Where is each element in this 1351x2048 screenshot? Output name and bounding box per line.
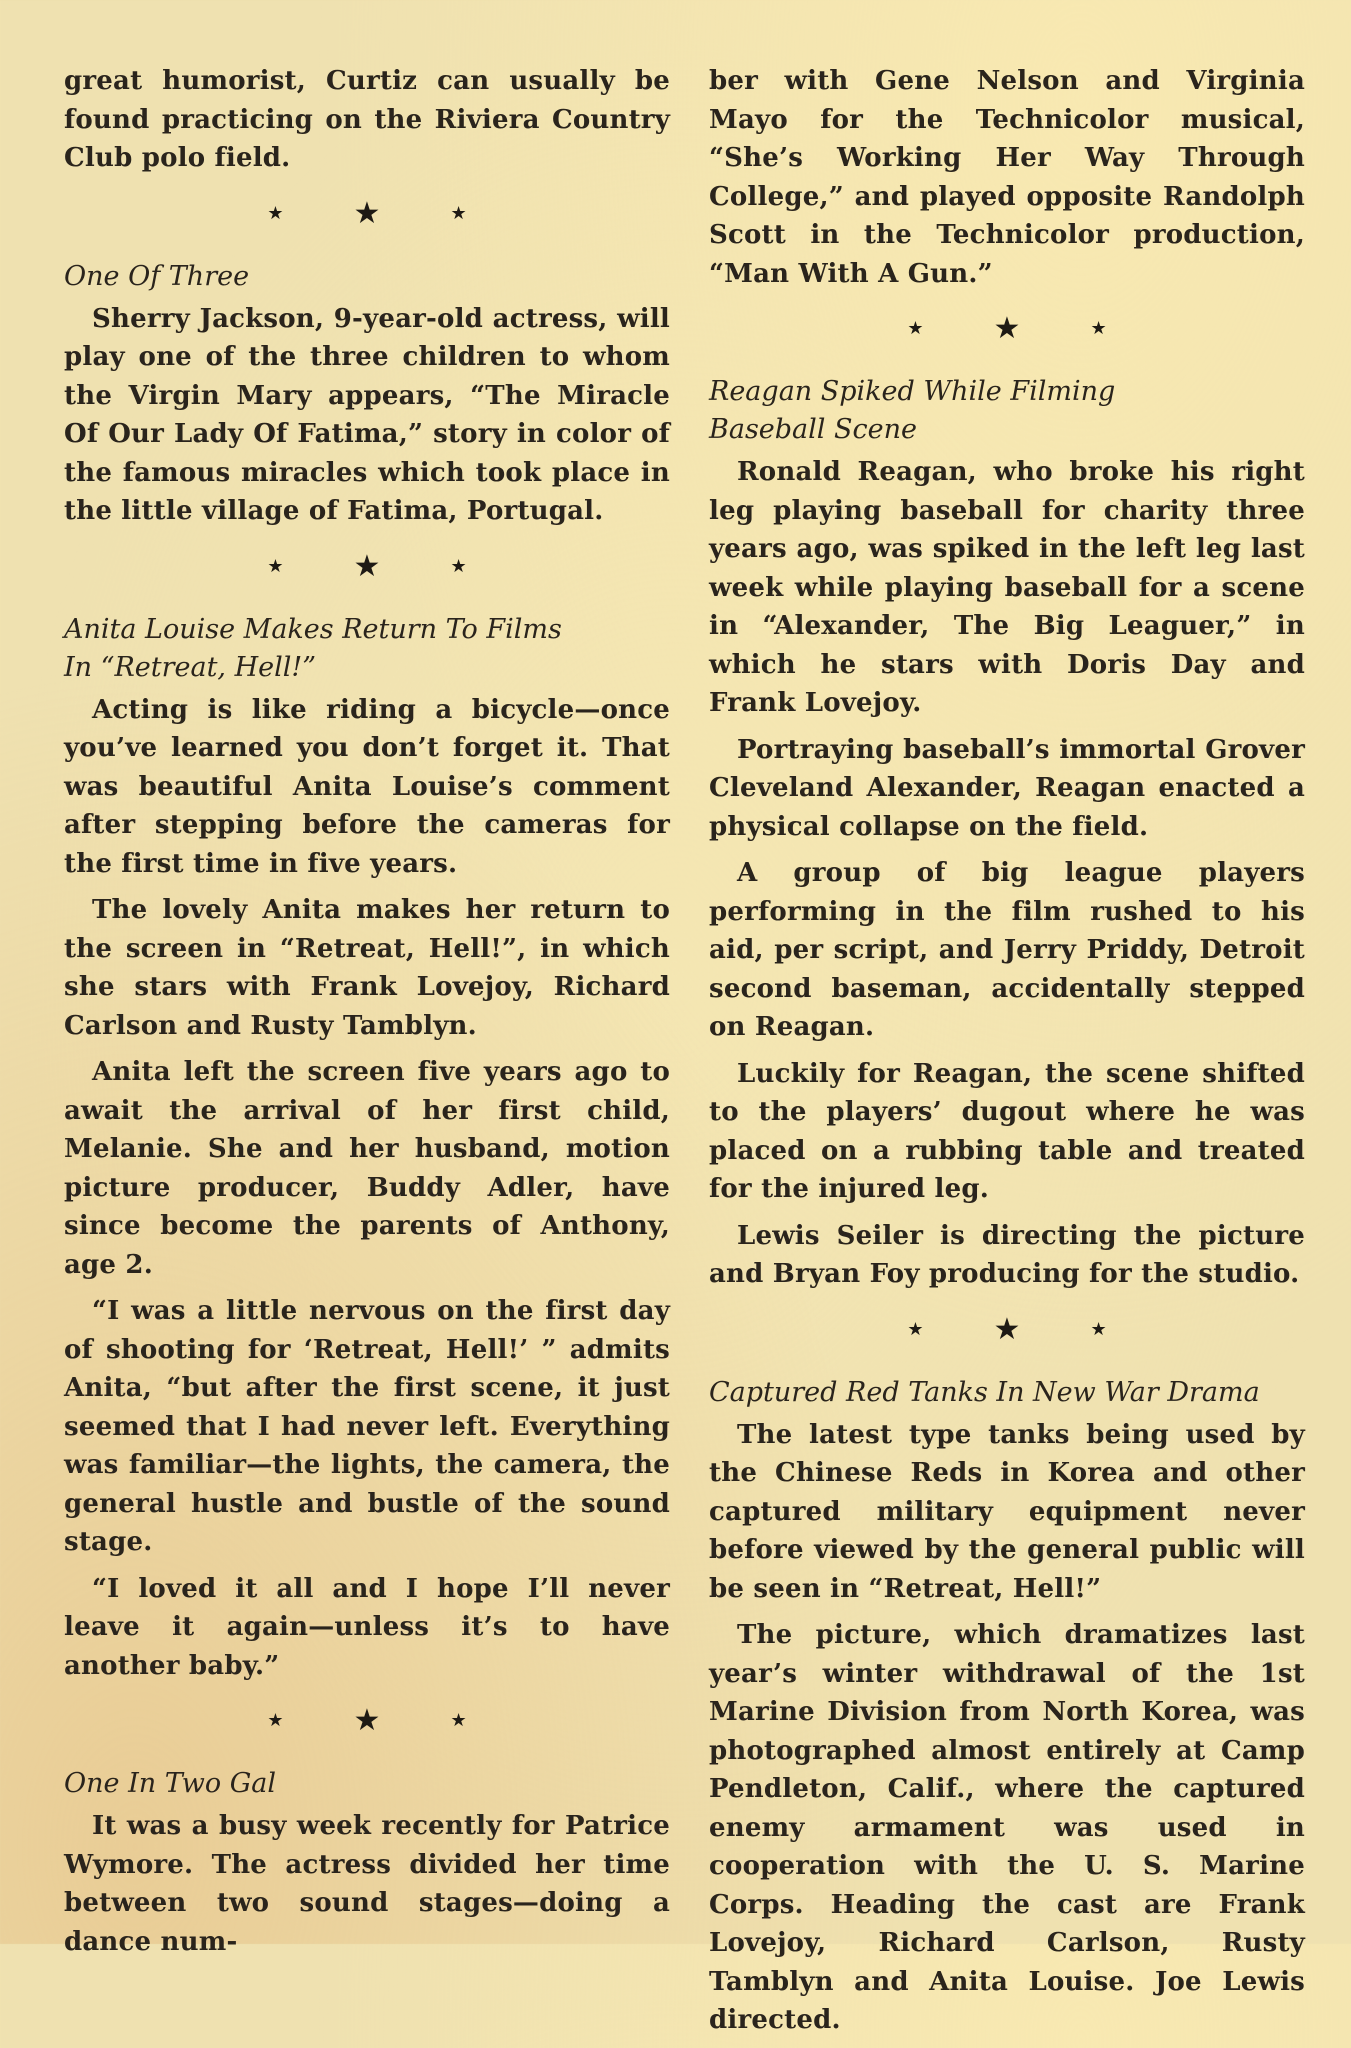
star-icon: ★ [450,202,467,224]
intro-paragraph: great humorist, Curtiz can usually be found practicing on the Riviera Country Club polo field. [64,66,670,173]
star-icon: ★ [993,311,1021,346]
star-separator [64,1693,670,1749]
right-column [709,62,1305,2048]
star-icon: ★ [1090,1318,1107,1340]
star-icon: ★ [353,1703,381,1738]
article-paragraph: Ronald Reagan, who broke his right leg playing baseball for charity three years ago, was spiked in the left leg last week while playing baseball for a scene in “Alexander, The Big Leaguer,” in which he stars with Doris Day and Frank Lovejoy. [709,457,1305,718]
article-paragraph: It was a busy week recently for Patrice Wymore. The actress divided her time between two sound stages—doing a dance num- [64,1811,670,1957]
section-heading-red-tanks: Captured Red Tanks In New War Drama [709,1376,1260,1408]
star-icon: ★ [907,1318,924,1340]
star-separator [64,186,670,242]
article-paragraph: The latest type tanks being used by the Chinese Reds in Korea and other captured military equipment never before viewed by the general public will be seen in “Retreat, Hell!” [709,1419,1305,1604]
section-heading-anita-louise [64,611,670,687]
article-paragraph: Anita left the screen five years ago to await the arrival of her first child, Melanie. She and her husband, motion picture producer, Buddy Adler, have since become the parents of Anthony, age 2. [64,1057,670,1280]
article-paragraph: “I loved it all and I hope I’ll never leave it again—unless it’s to have another baby.” [64,1573,670,1681]
article-paragraph: Lewis Seiler is directing the picture and Bryan Foy producing for the studio. [709,1220,1305,1289]
heading-line: In “Retreat, Hell!” [64,651,317,683]
star-icon: ★ [267,1710,284,1731]
star-separator [64,539,670,595]
heading-line: Reagan Spiked While Filming [709,376,1116,407]
star-icon: ★ [353,195,381,231]
section-heading-one-in-two-gal: One In Two Gal [64,1768,277,1799]
heading-line: Baseball Scene [709,414,917,445]
section-heading-one-of-three: One Of Three [64,260,250,292]
section-heading-reagan [709,373,1305,449]
article-paragraph: A group of big league players performing in the film rushed to his aid, per script, and Jerry Priddy, Detroit second baseman, accidentally stepped on Reagan. [709,858,1305,1042]
star-icon: ★ [353,548,381,584]
article-paragraph: The lovely Anita makes her return to the screen in “Retreat, Hell!”, in which she stars with Frank Lovejoy, Richard Carlson and Rusty Tamblyn. [64,895,670,1041]
article-paragraph: “I was a little nervous on the first day of shooting for ‘Retreat, Hell!’ ” admits Anita, “but after the first scene, it just seemed that I had never left. Everything was familiar—the lights, the camera, the general hustle and bustle of the sound stage. [64,1296,670,1557]
article-paragraph: Acting is like riding a bicycle—once you’ve learned you don’t forget it. That was beautiful Anita Louise’s comment after stepping before the cameras for the first time in five years. [64,694,670,879]
star-icon: ★ [1090,318,1107,339]
star-separator [709,1302,1305,1358]
article-paragraph: Portraying baseball’s immortal Grover Cleveland Alexander, Reagan enacted a physical collapse on the field. [709,734,1305,842]
heading-line: Anita Louise Makes Return To Films [64,613,562,645]
star-icon: ★ [267,555,284,577]
left-column [64,62,670,1969]
continued-paragraph: ber with Gene Nelson and Virginia Mayo for the Technicolor musical, “She’s Working Her Way Through College,” and played opposite Randolph Scott in the Technicolor production, “Man With A Gun.” [709,66,1305,289]
star-separator [709,301,1305,357]
article-paragraph: Sherry Jackson, 9-year-old actress, will play one of the three children to whom the Virgin Mary appears, “The Miracle Of Our Lady Of Fatima,” story in color of the famous miracles which took place in the little village of Fatima, Portugal. [64,303,670,526]
star-icon: ★ [450,555,467,577]
star-icon: ★ [267,202,284,224]
star-icon: ★ [450,1710,467,1731]
star-icon: ★ [993,1311,1021,1347]
article-paragraph: The picture, which dramatizes last year’s winter withdrawal of the 1st Marine Division from North Korea, was photographed almost entirely at Camp Pendleton, Calif., where the captured enemy armament was used in cooperation with the U. S. Marine Corps. Heading the cast are Frank Lovejoy, Richard Carlson, Rusty Tamblyn and Anita Louise. Joe Lewis directed. [709,1620,1305,2035]
star-icon: ★ [907,318,924,339]
article-paragraph: Luckily for Reagan, the scene shifted to the players’ dugout where he was placed on a rubbing table and treated for the injured leg. [709,1058,1305,1204]
